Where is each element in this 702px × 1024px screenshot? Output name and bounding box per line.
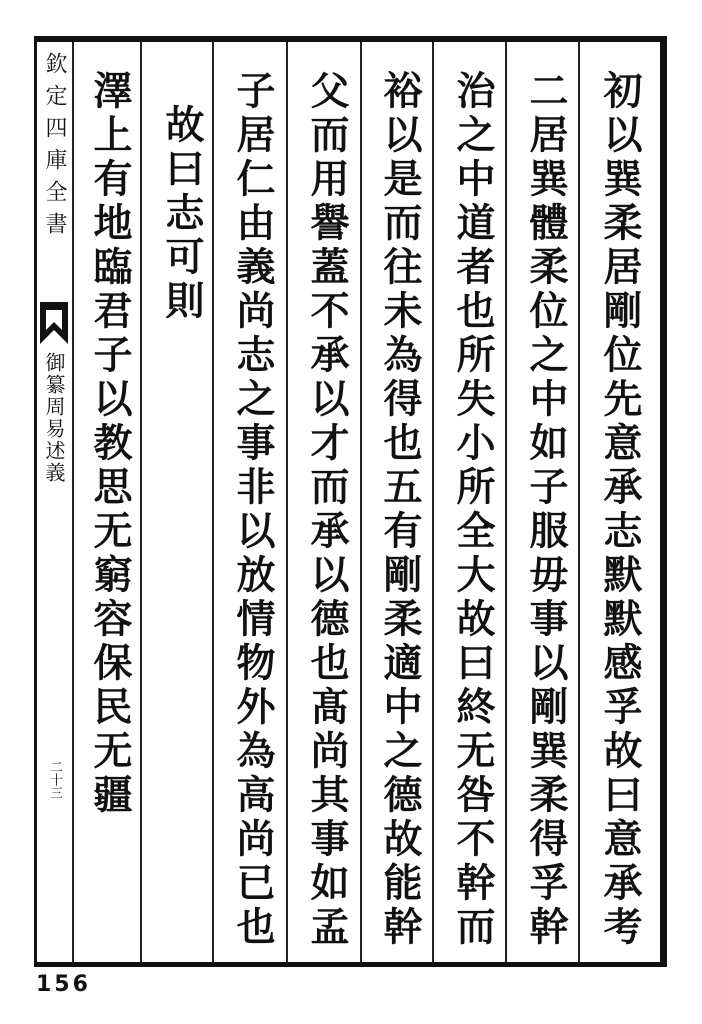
frame-top-border	[36, 36, 664, 42]
fish-tail-ornament-icon	[38, 300, 70, 346]
frame-left-border	[34, 36, 37, 967]
collection-title: 欽定四庫全書	[42, 52, 67, 244]
column-rule	[140, 42, 142, 962]
column-rule	[578, 42, 580, 962]
book-title: 御纂周易述義	[42, 352, 66, 484]
frame-bottom-border	[36, 962, 664, 967]
text-column-3: 治之中道者也所失小所全大故曰終无咎不幹而	[450, 70, 496, 950]
text-column-5: 父而用譽蓋不承以才而承以德也髙尚其事如孟	[304, 70, 350, 950]
column-rule	[360, 42, 362, 962]
text-column-7: 故曰志可則	[159, 104, 205, 324]
page-marker: 二十三	[47, 760, 62, 799]
text-column-6: 子居仁由義尚志之事非以放情物外為高尚已也	[230, 70, 276, 950]
text-column-8: 澤上有地臨君子以教思无窮容保民无疆	[87, 70, 133, 818]
text-column-1: 初以巽柔居剛位先意承志默默感孚故曰意承考	[597, 70, 643, 950]
frame-right-border	[660, 36, 667, 967]
column-rule	[505, 42, 507, 962]
column-rule	[72, 42, 74, 962]
page-number: 156	[36, 972, 91, 997]
text-column-4: 裕以是而往未為得也五有剛柔適中之德故能幹	[377, 70, 423, 950]
column-rule	[432, 42, 434, 962]
text-column-2: 二居巽體柔位之中如子服毋事以剛巽柔得孚幹	[523, 70, 569, 950]
column-rule	[212, 42, 214, 962]
column-rule	[286, 42, 288, 962]
